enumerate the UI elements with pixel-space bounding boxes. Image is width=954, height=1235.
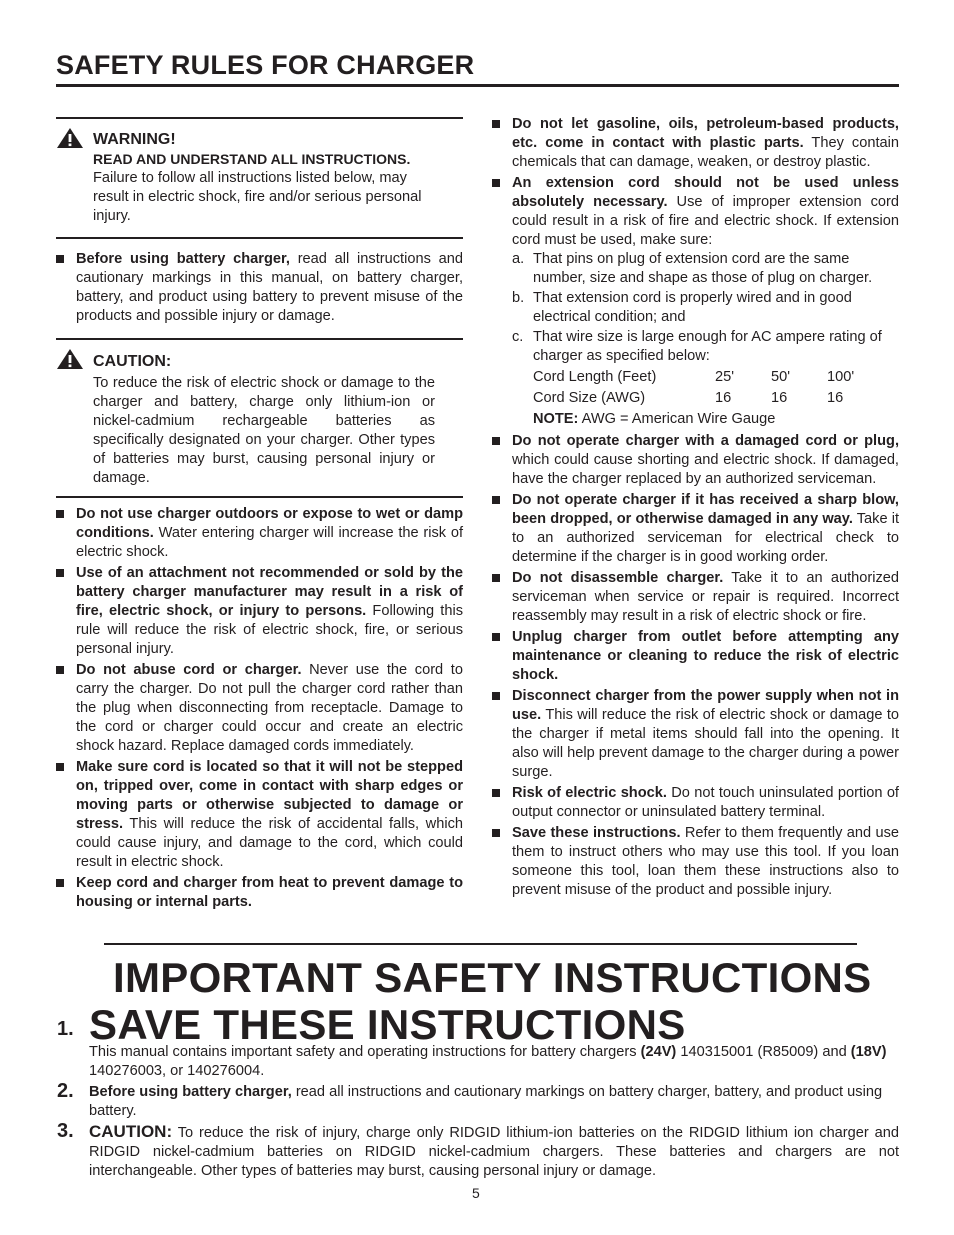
bullet-bold: Keep cord and charger from heat to prevent damage to housing or internal parts. — [76, 875, 463, 910]
bullet-bold: Do not use charger outdoors or expose to wet or damp conditions. — [76, 506, 463, 541]
bullet-square-icon — [492, 789, 500, 797]
caution-text: To reduce the risk of electric shock or damage to the charger and battery, charge only lithium-ion or nickel-cadmium rechargeable batteries as specifically designated on your charger. Other types of batteries may burst, causing personal injury or damage. — [93, 375, 435, 486]
bullet-square-icon — [492, 574, 500, 582]
bullet-bold: Do not abuse cord or charger. — [76, 662, 302, 678]
bullet-item — [492, 784, 899, 822]
warning-title: WARNING! — [93, 131, 176, 148]
bullet-square-icon — [492, 633, 500, 641]
sub-item — [512, 328, 899, 366]
bullet-item — [492, 569, 899, 626]
caution-top-rule — [56, 338, 463, 340]
bullet-square-icon — [492, 179, 500, 187]
warning-box — [93, 130, 439, 226]
bullet-bold: An extension cord should not be used unless absolutely necessary. — [512, 175, 899, 210]
header-rule — [56, 84, 899, 87]
bullet-bold: Do not let gasoline, oils, petroleum-based products, etc. come in contact with plastic parts. — [512, 116, 899, 151]
bullet-item — [56, 661, 463, 756]
bullet-bold: Disconnect charger from the power supply when not in use. — [512, 688, 899, 723]
bullet-square-icon — [56, 510, 64, 518]
bullet-item — [492, 432, 899, 489]
cord-table-cell: 100' — [827, 369, 855, 385]
cord-table-cell: 16 — [715, 390, 732, 406]
warning-text: Failure to follow all instructions listed below, may result in electric shock, fire and/or serious personal injury. — [93, 170, 422, 224]
bullet-item — [56, 758, 463, 872]
bullet-square-icon — [56, 666, 64, 674]
cord-table-cell: 16 — [771, 390, 788, 406]
caution-bottom-rule — [56, 496, 463, 498]
cord-table-row — [533, 388, 899, 409]
bullet-item — [56, 505, 463, 562]
bullet-item — [492, 628, 899, 685]
item-text: To reduce the risk of injury, charge only RIDGID lithium-ion batteries on the RIDGID lithium ion charger and RIDGID nickel-cadmium batteries on RIDGID nickel-cadmium chargers. These batteries and chargers are not interchangeable. Other types of batteries may burst, causing personal injury or damage. — [89, 1125, 899, 1179]
caution-triangle-icon — [56, 348, 84, 370]
item-bold: (24V) — [640, 1044, 677, 1060]
cord-table-row — [533, 367, 899, 388]
extension-cord-sublist — [492, 250, 899, 430]
sub-letter: a. — [512, 251, 525, 267]
bullet-square-icon — [56, 255, 64, 263]
bullet-item — [492, 824, 899, 900]
item-text: 140276003, or 140276004. — [89, 1063, 265, 1079]
bullet-square-icon — [56, 879, 64, 887]
item-text: read all instructions and cautionary markings on battery charger, battery, and product using battery. — [89, 1084, 883, 1119]
item-bold: CAUTION: — [89, 1122, 173, 1141]
bullet-bold: Save these instructions. — [512, 825, 681, 841]
warning-subtitle: READ AND UNDERSTAND ALL INSTRUCTIONS. — [93, 151, 411, 167]
sub-item — [512, 289, 899, 327]
warning-triangle-icon — [56, 127, 84, 149]
bullet-item — [56, 250, 463, 326]
bullet-square-icon — [492, 692, 500, 700]
bullet-square-icon — [492, 829, 500, 837]
bullet-item — [492, 687, 899, 782]
sub-item — [512, 250, 899, 288]
bullet-bold: Do not operate charger with a damaged cord or plug, — [512, 433, 899, 449]
bullet-square-icon — [492, 437, 500, 445]
item-number: 3. — [57, 1120, 74, 1142]
save-title: SAVE THESE INSTRUCTIONS — [89, 1001, 686, 1048]
bullet-bold: Before using battery charger, — [76, 251, 290, 267]
cord-table-cell: Cord Length (Feet) — [533, 369, 657, 385]
warning-top-rule — [56, 117, 463, 119]
bullet-square-icon — [492, 120, 500, 128]
important-title: IMPORTANT SAFETY INSTRUCTIONS — [113, 954, 872, 1001]
bullet-text: This will reduce the risk of electric shock or damage to the charger if metal items should fall into the opening. It also will help prevent damage to the charger during a power surge. — [512, 707, 899, 780]
save-number: 1. — [57, 1018, 74, 1040]
bullet-item — [492, 174, 899, 250]
bullet-text: Water entering charger will increase the risk of electric shock. — [76, 525, 463, 560]
item-text: This manual contains important safety and operating instructions for battery chargers — [89, 1044, 641, 1060]
left-bullet-list — [56, 505, 463, 912]
bullet-text: Use of improper extension cord could result in a risk of fire and electric shock. If extension cord must be used, make sure: — [512, 194, 899, 248]
bullet-text: They contain chemicals that can damage, weaken, or destroy plastic. — [512, 135, 899, 170]
bullet-bold: Use of an attachment not recommended or sold by the battery charger manufacturer may result in a risk of fire, electric shock, or injury to persons. — [76, 565, 463, 619]
bullet-item — [56, 564, 463, 659]
bullet-square-icon — [56, 569, 64, 577]
note-text: AWG = American Wire Gauge — [578, 411, 776, 427]
bullet-text: Take it to an authorized serviceman when service or repair is required. Incorrect reassembly may result in a risk of electric shock or fire. — [512, 570, 899, 624]
bullet-text: read all instructions and cautionary markings in this manual, on battery charger, battery, and product using battery to prevent misuse of the products and possible injury or damage. — [76, 251, 463, 324]
sub-letter: b. — [512, 290, 525, 306]
bullet-text: Following this rule will reduce the risk of electric shock, fire, or serious personal injury. — [76, 603, 463, 657]
bullet-item — [56, 874, 463, 912]
sub-text: That wire size is large enough for AC ampere rating of charger as specified below: — [533, 329, 882, 364]
bullet-square-icon — [56, 763, 64, 771]
bullet-bold: Unplug charger from outlet before attempting any maintenance or cleaning to reduce the risk of electric shock. — [512, 629, 899, 683]
numbered-item-1 — [89, 1043, 899, 1081]
bullet-text: Do not touch uninsulated portion of output connector or uninsulated battery terminal. — [512, 785, 899, 820]
numbered-item-3 — [89, 1122, 899, 1181]
item-text: 140315001 (R85009) and — [676, 1044, 851, 1060]
bullet-text: Refer to them frequently and use them to instruct others who may use this tool. If you loan someone this tool, loan them these instructions also to prevent misuse of the product and possible injury. — [512, 825, 899, 898]
cord-table-cell: 16 — [827, 390, 844, 406]
bullet-bold: Do not disassemble charger. — [512, 570, 724, 586]
important-top-rule — [104, 943, 857, 945]
bullet-text: Never use the cord to carry the charger. Do not pull the charger cord rather than the plug when disconnecting from receptacle. Damage to the cord or charger could occur and create an electric shock hazard. Replace damaged cords immediately. — [76, 662, 463, 754]
before-using-paragraph — [56, 250, 463, 326]
bullet-text: This will reduce the risk of accidental falls, which could cause injury, and damage to the cord, which could result in electric shock. — [76, 816, 463, 870]
numbered-item-2 — [89, 1083, 901, 1121]
caution-title: CAUTION: — [93, 353, 172, 370]
sub-text: That pins on plug of extension cord are the same number, size and shape as those of plug on charger. — [533, 251, 873, 286]
cord-table-cell: Cord Size (AWG) — [533, 390, 646, 406]
note-label: NOTE: — [533, 411, 579, 427]
warning-bottom-rule — [56, 237, 463, 239]
right-column — [492, 115, 899, 900]
bullet-bold: Do not operate charger if it has received a sharp blow, been dropped, or otherwise damaged in any way. — [512, 492, 899, 527]
item-number: 2. — [57, 1080, 74, 1102]
bullet-text: Take it to an authorized serviceman for electrical check to determine if the charger is in good working order. — [512, 511, 899, 565]
caution-box — [93, 352, 435, 488]
sub-letter: c. — [512, 329, 524, 345]
bullet-item — [492, 115, 899, 172]
item-bold: (18V) — [850, 1044, 887, 1060]
sub-text: That extension cord is properly wired and in good electrical condition; and — [533, 290, 852, 325]
bullet-text: which could cause shorting and electric shock. If damaged, have the charger replaced by an authorized serviceman. — [512, 452, 899, 487]
page-number: 5 — [472, 1185, 480, 1201]
bullet-bold: Make sure cord is located so that it will not be stepped on, tripped over, come in contact with sharp edges or moving parts or otherwise subjected to damage or stress. — [76, 759, 463, 832]
cord-table-cell: 50' — [771, 369, 791, 385]
cord-table — [512, 367, 899, 430]
bullet-bold: Risk of electric shock. — [512, 785, 667, 801]
cord-table-cell: 25' — [715, 369, 735, 385]
cord-table-note — [533, 409, 899, 430]
bullet-square-icon — [492, 496, 500, 504]
bullet-item — [492, 491, 899, 567]
item-bold: Before using battery charger, — [89, 1084, 292, 1100]
page-title: SAFETY RULES FOR CHARGER — [56, 50, 475, 80]
